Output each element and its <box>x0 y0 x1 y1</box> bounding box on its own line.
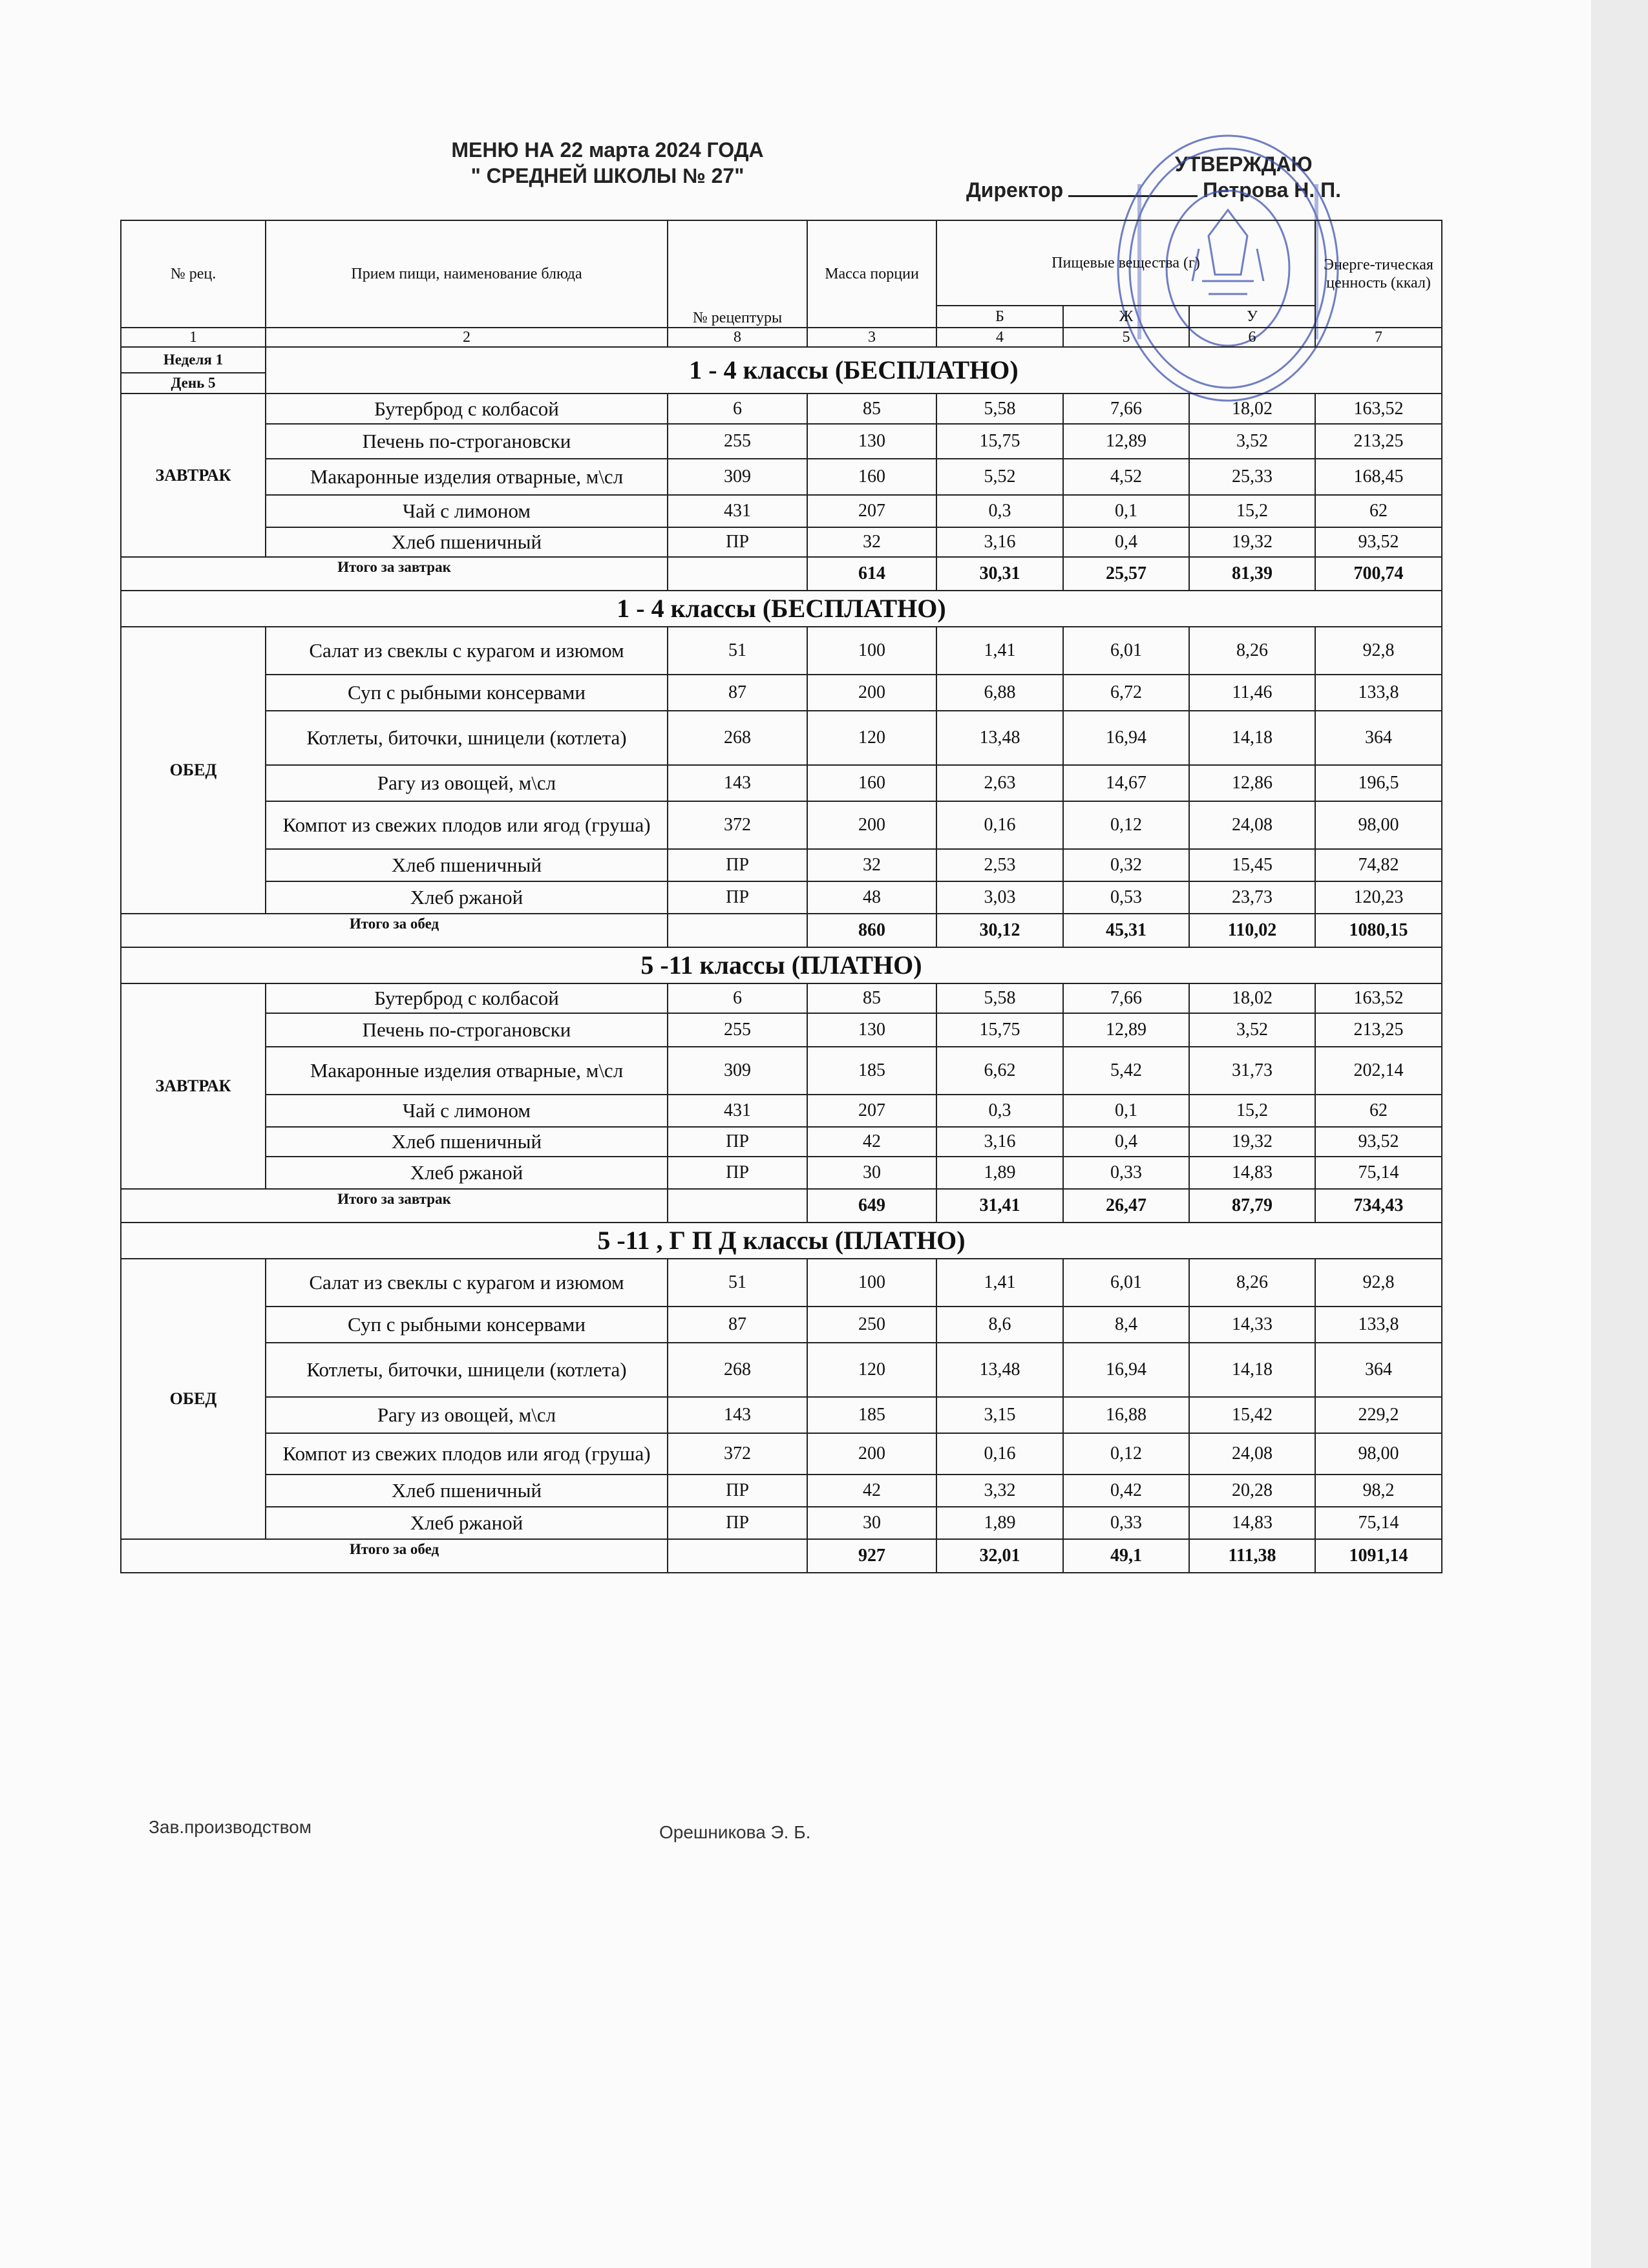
menu-row <box>121 1475 1442 1507</box>
cell-u: 15,42 <box>1189 1397 1315 1433</box>
meal-label: ЗАВТРАК <box>121 983 266 1189</box>
dish-name: Рагу из овощей, м\сл <box>266 765 668 801</box>
cell-e: 163,52 <box>1315 983 1442 1013</box>
section-title-row <box>121 947 1442 983</box>
cell-u: 14,18 <box>1189 1343 1315 1397</box>
dish-name: Рагу из овощей, м\сл <box>266 1397 668 1433</box>
total-row <box>121 1539 1442 1573</box>
cell-mass: 207 <box>807 1095 936 1127</box>
total-empty-cell <box>668 1539 807 1573</box>
dish-name: Компот из свежих плодов или ягод (груша) <box>266 801 668 849</box>
cell-e: 133,8 <box>1315 675 1442 711</box>
cell-rec: 268 <box>668 1343 807 1397</box>
cell-zh: 0,4 <box>1063 527 1189 557</box>
title-line-2: " СРЕДНЕЙ ШКОЛЫ № 27" <box>470 164 745 187</box>
cell-zh: 0,32 <box>1063 849 1189 881</box>
cell-b: 3,32 <box>936 1475 1063 1507</box>
cell-b: 15,75 <box>936 424 1063 459</box>
cell-u: 11,46 <box>1189 675 1315 711</box>
cell-e: 75,14 <box>1315 1507 1442 1539</box>
cell-rec: 372 <box>668 1433 807 1475</box>
cell-mass: 130 <box>807 1013 936 1047</box>
col-number: 3 <box>807 328 936 347</box>
cell-u: 15,45 <box>1189 849 1315 881</box>
cell-e: 213,25 <box>1315 424 1442 459</box>
cell-b: 13,48 <box>936 1343 1063 1397</box>
cell-rec: ПР <box>668 849 807 881</box>
total-mass: 860 <box>807 914 936 947</box>
cell-mass: 160 <box>807 765 936 801</box>
col-number: 4 <box>936 328 1063 347</box>
cell-e: 92,8 <box>1315 627 1442 675</box>
cell-u: 3,52 <box>1189 1013 1315 1047</box>
cell-zh: 14,67 <box>1063 765 1189 801</box>
cell-rec: 268 <box>668 711 807 765</box>
cell-rec: 51 <box>668 627 807 675</box>
cell-mass: 200 <box>807 1433 936 1475</box>
col-header-recnum: № рецептуры <box>668 220 807 328</box>
cell-zh: 7,66 <box>1063 394 1189 424</box>
title-line-1: МЕНЮ НА 22 марта 2024 ГОДА <box>451 138 764 162</box>
cell-mass: 120 <box>807 711 936 765</box>
cell-u: 24,08 <box>1189 1433 1315 1475</box>
cell-zh: 0,42 <box>1063 1475 1189 1507</box>
menu-table <box>120 220 1442 1573</box>
cell-zh: 0,33 <box>1063 1157 1189 1189</box>
menu-row <box>121 1397 1442 1433</box>
cell-zh: 7,66 <box>1063 983 1189 1013</box>
cell-zh: 12,89 <box>1063 424 1189 459</box>
dish-name: Печень по-строгановски <box>266 1013 668 1047</box>
cell-mass: 85 <box>807 394 936 424</box>
col-header-zh: Ж <box>1063 306 1189 328</box>
cell-e: 202,14 <box>1315 1047 1442 1095</box>
menu-row <box>121 983 1442 1013</box>
section-title-row <box>121 591 1442 627</box>
total-label: Итого за завтрак <box>121 1189 668 1223</box>
menu-row <box>121 495 1442 527</box>
menu-row <box>121 675 1442 711</box>
total-e: 1080,15 <box>1315 914 1442 947</box>
week-label: Неделя 1 <box>121 347 266 373</box>
cell-zh: 8,4 <box>1063 1307 1189 1343</box>
dish-name: Котлеты, биточки, шницели (котлета) <box>266 711 668 765</box>
dish-name: Салат из свеклы с курагом и изюмом <box>266 627 668 675</box>
total-u: 110,02 <box>1189 914 1315 947</box>
col-header-b: Б <box>936 306 1063 328</box>
cell-zh: 0,33 <box>1063 1507 1189 1539</box>
meal-label: ОБЕД <box>121 627 266 914</box>
dish-name: Хлеб пшеничный <box>266 527 668 557</box>
cell-b: 0,16 <box>936 1433 1063 1475</box>
dish-name: Хлеб пшеничный <box>266 1127 668 1157</box>
page-title <box>362 137 853 189</box>
cell-mass: 120 <box>807 1343 936 1397</box>
menu-row <box>121 1343 1442 1397</box>
cell-u: 3,52 <box>1189 424 1315 459</box>
cell-u: 15,2 <box>1189 1095 1315 1127</box>
menu-row <box>121 765 1442 801</box>
col-header-u: У <box>1189 306 1315 328</box>
cell-b: 1,89 <box>936 1507 1063 1539</box>
cell-e: 229,2 <box>1315 1397 1442 1433</box>
total-mass: 927 <box>807 1539 936 1573</box>
cell-b: 2,53 <box>936 849 1063 881</box>
cell-zh: 0,12 <box>1063 801 1189 849</box>
total-mass: 614 <box>807 557 936 591</box>
menu-row <box>121 801 1442 849</box>
col-header-nutrients: Пищевые вещества (г) <box>936 220 1315 306</box>
menu-row <box>121 1095 1442 1127</box>
total-zh: 25,57 <box>1063 557 1189 591</box>
dish-name: Хлеб ржаной <box>266 1507 668 1539</box>
total-e: 734,43 <box>1315 1189 1442 1223</box>
cell-rec: 255 <box>668 424 807 459</box>
total-zh: 45,31 <box>1063 914 1189 947</box>
cell-b: 8,6 <box>936 1307 1063 1343</box>
cell-e: 93,52 <box>1315 527 1442 557</box>
total-e: 700,74 <box>1315 557 1442 591</box>
cell-e: 133,8 <box>1315 1307 1442 1343</box>
menu-row <box>121 424 1442 459</box>
col-number: 7 <box>1315 328 1442 347</box>
cell-zh: 16,94 <box>1063 711 1189 765</box>
dish-name: Хлеб ржаной <box>266 1157 668 1189</box>
cell-e: 75,14 <box>1315 1157 1442 1189</box>
cell-zh: 4,52 <box>1063 459 1189 495</box>
cell-mass: 30 <box>807 1157 936 1189</box>
week-row <box>121 347 1442 373</box>
section-title: 1 - 4 классы (БЕСПЛАТНО) <box>121 591 1442 627</box>
cell-rec: 87 <box>668 675 807 711</box>
dish-name: Чай с лимоном <box>266 1095 668 1127</box>
col-number: 2 <box>266 328 668 347</box>
director-name: Петрова Н. П. <box>1203 178 1342 202</box>
cell-b: 3,03 <box>936 881 1063 914</box>
col-number: 8 <box>668 328 807 347</box>
cell-e: 93,52 <box>1315 1127 1442 1157</box>
total-u: 81,39 <box>1189 557 1315 591</box>
dish-name: Макаронные изделия отварные, м\сл <box>266 459 668 495</box>
cell-u: 19,32 <box>1189 1127 1315 1157</box>
cell-u: 8,26 <box>1189 1259 1315 1307</box>
dish-name: Хлеб пшеничный <box>266 849 668 881</box>
cell-b: 3,16 <box>936 527 1063 557</box>
menu-row <box>121 459 1442 495</box>
cell-u: 24,08 <box>1189 801 1315 849</box>
footer-role: Зав.производством <box>149 1817 312 1837</box>
menu-row <box>121 1127 1442 1157</box>
cell-u: 8,26 <box>1189 627 1315 675</box>
cell-zh: 16,94 <box>1063 1343 1189 1397</box>
cell-u: 25,33 <box>1189 459 1315 495</box>
col-header-rec: № рец. <box>121 220 266 328</box>
cell-mass: 200 <box>807 675 936 711</box>
cell-zh: 6,01 <box>1063 627 1189 675</box>
dish-name: Суп с рыбными консервами <box>266 1307 668 1343</box>
cell-u: 19,32 <box>1189 527 1315 557</box>
cell-b: 1,41 <box>936 1259 1063 1307</box>
section-title: 1 - 4 классы (БЕСПЛАТНО) <box>266 347 1442 394</box>
cell-rec: ПР <box>668 1127 807 1157</box>
header-row <box>121 220 1442 306</box>
total-label: Итого за завтрак <box>121 557 668 591</box>
menu-row <box>121 711 1442 765</box>
total-e: 1091,14 <box>1315 1539 1442 1573</box>
menu-row <box>121 1013 1442 1047</box>
cell-e: 62 <box>1315 1095 1442 1127</box>
total-b: 32,01 <box>936 1539 1063 1573</box>
section-title: 5 -11 , Г П Д классы (ПЛАТНО) <box>121 1223 1442 1259</box>
menu-row <box>121 1259 1442 1307</box>
total-zh: 26,47 <box>1063 1189 1189 1223</box>
cell-zh: 6,72 <box>1063 675 1189 711</box>
cell-rec: 87 <box>668 1307 807 1343</box>
cell-e: 213,25 <box>1315 1013 1442 1047</box>
cell-e: 98,00 <box>1315 1433 1442 1475</box>
director-label: Директор <box>966 178 1064 202</box>
cell-b: 6,88 <box>936 675 1063 711</box>
cell-zh: 0,12 <box>1063 1433 1189 1475</box>
cell-b: 5,58 <box>936 983 1063 1013</box>
cell-u: 15,2 <box>1189 495 1315 527</box>
dish-name: Бутерброд с колбасой <box>266 983 668 1013</box>
cell-zh: 0,53 <box>1063 881 1189 914</box>
cell-b: 0,16 <box>936 801 1063 849</box>
cell-mass: 185 <box>807 1047 936 1095</box>
cell-zh: 0,1 <box>1063 495 1189 527</box>
footer-name: Орешникова Э. Б. <box>659 1822 811 1842</box>
column-number-row <box>121 328 1442 347</box>
total-zh: 49,1 <box>1063 1539 1189 1573</box>
col-header-mass: Масса порции <box>807 220 936 328</box>
cell-rec: 6 <box>668 983 807 1013</box>
cell-e: 98,2 <box>1315 1475 1442 1507</box>
dish-name: Котлеты, биточки, шницели (котлета) <box>266 1343 668 1397</box>
cell-mass: 100 <box>807 627 936 675</box>
cell-rec: ПР <box>668 527 807 557</box>
cell-mass: 42 <box>807 1475 936 1507</box>
cell-mass: 32 <box>807 849 936 881</box>
cell-mass: 42 <box>807 1127 936 1157</box>
cell-b: 1,41 <box>936 627 1063 675</box>
menu-row <box>121 1047 1442 1095</box>
cell-rec: 309 <box>668 1047 807 1095</box>
cell-u: 12,86 <box>1189 765 1315 801</box>
menu-row <box>121 849 1442 881</box>
day-label: День 5 <box>121 373 266 394</box>
cell-e: 74,82 <box>1315 849 1442 881</box>
cell-mass: 32 <box>807 527 936 557</box>
total-row <box>121 914 1442 947</box>
dish-name: Печень по-строгановски <box>266 424 668 459</box>
section-title-row <box>121 1223 1442 1259</box>
total-u: 111,38 <box>1189 1539 1315 1573</box>
cell-u: 14,83 <box>1189 1507 1315 1539</box>
cell-zh: 6,01 <box>1063 1259 1189 1307</box>
cell-zh: 0,4 <box>1063 1127 1189 1157</box>
cell-b: 5,58 <box>936 394 1063 424</box>
dish-name: Бутерброд с колбасой <box>266 394 668 424</box>
meal-label: ОБЕД <box>121 1259 266 1539</box>
cell-e: 120,23 <box>1315 881 1442 914</box>
cell-mass: 85 <box>807 983 936 1013</box>
cell-e: 364 <box>1315 711 1442 765</box>
cell-rec: 431 <box>668 1095 807 1127</box>
cell-rec: ПР <box>668 1157 807 1189</box>
total-empty-cell <box>668 557 807 591</box>
menu-row <box>121 1507 1442 1539</box>
total-b: 31,41 <box>936 1189 1063 1223</box>
cell-e: 62 <box>1315 495 1442 527</box>
total-mass: 649 <box>807 1189 936 1223</box>
total-empty-cell <box>668 914 807 947</box>
cell-mass: 185 <box>807 1397 936 1433</box>
cell-mass: 160 <box>807 459 936 495</box>
dish-name: Компот из свежих плодов или ягод (груша) <box>266 1433 668 1475</box>
cell-rec: 143 <box>668 1397 807 1433</box>
cell-mass: 200 <box>807 801 936 849</box>
dish-name: Чай с лимоном <box>266 495 668 527</box>
cell-b: 2,63 <box>936 765 1063 801</box>
cell-u: 18,02 <box>1189 983 1315 1013</box>
col-number: 1 <box>121 328 266 347</box>
dish-name: Хлеб ржаной <box>266 881 668 914</box>
approval-label: УТВЕРЖДАЮ <box>1175 152 1313 176</box>
cell-b: 1,89 <box>936 1157 1063 1189</box>
menu-row <box>121 881 1442 914</box>
menu-row <box>121 627 1442 675</box>
cell-zh: 0,1 <box>1063 1095 1189 1127</box>
cell-b: 0,3 <box>936 1095 1063 1127</box>
cell-u: 14,83 <box>1189 1157 1315 1189</box>
cell-e: 168,45 <box>1315 459 1442 495</box>
dish-name: Салат из свеклы с курагом и изюмом <box>266 1259 668 1307</box>
cell-rec: ПР <box>668 881 807 914</box>
cell-u: 14,18 <box>1189 711 1315 765</box>
cell-b: 13,48 <box>936 711 1063 765</box>
total-row <box>121 1189 1442 1223</box>
cell-zh: 5,42 <box>1063 1047 1189 1095</box>
total-u: 87,79 <box>1189 1189 1315 1223</box>
menu-row <box>121 1157 1442 1189</box>
menu-row <box>121 527 1442 557</box>
section-title: 5 -11 классы (ПЛАТНО) <box>121 947 1442 983</box>
total-label: Итого за обед <box>121 914 668 947</box>
cell-e: 98,00 <box>1315 801 1442 849</box>
total-empty-cell <box>668 1189 807 1223</box>
col-header-energy: Энерге-тическая ценность (ккал) <box>1315 220 1442 328</box>
cell-rec: 431 <box>668 495 807 527</box>
dish-name: Суп с рыбными консервами <box>266 675 668 711</box>
cell-u: 23,73 <box>1189 881 1315 914</box>
cell-mass: 207 <box>807 495 936 527</box>
cell-mass: 30 <box>807 1507 936 1539</box>
cell-b: 5,52 <box>936 459 1063 495</box>
total-row <box>121 557 1442 591</box>
cell-b: 3,15 <box>936 1397 1063 1433</box>
total-b: 30,31 <box>936 557 1063 591</box>
cell-mass: 250 <box>807 1307 936 1343</box>
col-header-meal: Прием пищи, наименование блюда <box>266 220 668 328</box>
dish-name: Хлеб пшеничный <box>266 1475 668 1507</box>
menu-row <box>121 394 1442 424</box>
menu-row <box>121 1307 1442 1343</box>
cell-u: 31,73 <box>1189 1047 1315 1095</box>
cell-rec: ПР <box>668 1475 807 1507</box>
col-number: 5 <box>1063 328 1189 347</box>
cell-rec: 51 <box>668 1259 807 1307</box>
cell-rec: 309 <box>668 459 807 495</box>
cell-mass: 130 <box>807 424 936 459</box>
dish-name: Макаронные изделия отварные, м\сл <box>266 1047 668 1095</box>
cell-e: 92,8 <box>1315 1259 1442 1307</box>
cell-e: 196,5 <box>1315 765 1442 801</box>
meal-label: ЗАВТРАК <box>121 394 266 557</box>
cell-b: 15,75 <box>936 1013 1063 1047</box>
cell-e: 163,52 <box>1315 394 1442 424</box>
cell-rec: 143 <box>668 765 807 801</box>
cell-mass: 100 <box>807 1259 936 1307</box>
cell-zh: 16,88 <box>1063 1397 1189 1433</box>
cell-zh: 12,89 <box>1063 1013 1189 1047</box>
cell-u: 14,33 <box>1189 1307 1315 1343</box>
cell-mass: 48 <box>807 881 936 914</box>
cell-u: 20,28 <box>1189 1475 1315 1507</box>
cell-u: 18,02 <box>1189 394 1315 424</box>
cell-rec: ПР <box>668 1507 807 1539</box>
cell-b: 3,16 <box>936 1127 1063 1157</box>
col-number: 6 <box>1189 328 1315 347</box>
cell-rec: 6 <box>668 394 807 424</box>
cell-e: 364 <box>1315 1343 1442 1397</box>
cell-b: 6,62 <box>936 1047 1063 1095</box>
cell-rec: 372 <box>668 801 807 849</box>
cell-rec: 255 <box>668 1013 807 1047</box>
total-b: 30,12 <box>936 914 1063 947</box>
menu-row <box>121 1433 1442 1475</box>
cell-b: 0,3 <box>936 495 1063 527</box>
total-label: Итого за обед <box>121 1539 668 1573</box>
